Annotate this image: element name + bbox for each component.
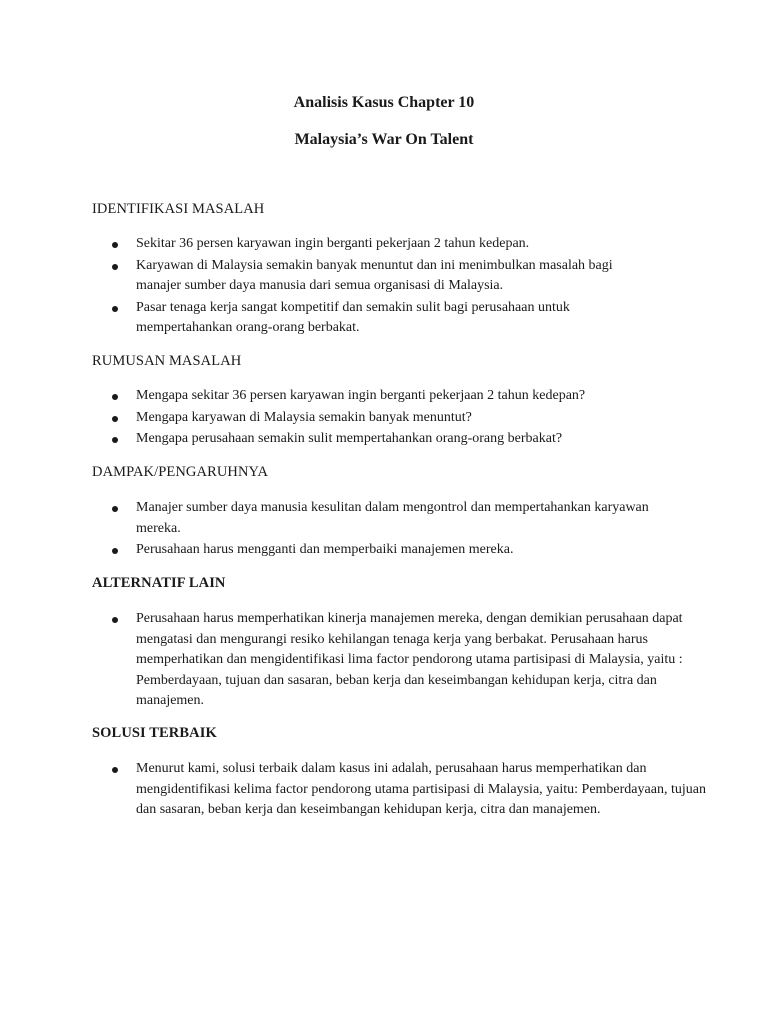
section-list-alternatif-lain bbox=[92, 609, 692, 713]
list-item-text: Perusahaan harus memperhatikan kinerja manajemen mereka, dengan demikian perusahaan dapat mengatasi dan mengurangi resiko kehilangan tenaga kerja yang berbakat. Perusahaan harus memperhatikan dan mengidentifikasi lima factor pendorong utama partisipasi di Malaysia, yaitu : Pemberdayaan, tujuan dan sasaran, beban kerja dan keseimbangan kehidupan kerja, citra dan manajemen. bbox=[136, 611, 683, 708]
list-item-text: Karyawan di Malaysia semakin banyak menuntut dan ini menimbulkan masalah bagi manajer sumber daya manusia dari semua organisasi di Malaysia. bbox=[136, 257, 613, 293]
list-item bbox=[92, 759, 711, 821]
bullet-icon bbox=[112, 506, 118, 512]
list-item-text: Mengapa perusahaan semakin sulit mempertahankan orang-orang berbakat? bbox=[136, 431, 563, 446]
bullet-icon bbox=[112, 617, 118, 623]
list-item-text: Manajer sumber daya manusia kesulitan dalam mengontrol dan mempertahankan karyawan mereka. bbox=[136, 500, 649, 536]
section-list-solusi-terbaik bbox=[92, 759, 706, 822]
list-item bbox=[92, 429, 696, 450]
bullet-icon bbox=[112, 416, 118, 422]
section-list-dampak bbox=[92, 498, 692, 562]
section-heading-solusi-terbaik: SOLUSI TERBAIK bbox=[92, 725, 217, 741]
list-item bbox=[92, 408, 696, 429]
section-list-identifikasi-masalah bbox=[92, 234, 692, 340]
section-heading-dampak: DAMPAK/PENGARUHNYA bbox=[92, 464, 269, 480]
section-list-rumusan-masalah bbox=[92, 386, 692, 451]
list-item bbox=[92, 609, 726, 712]
list-item-text: Perusahaan harus mengganti dan memperbaiki manajemen mereka. bbox=[136, 542, 514, 557]
list-item bbox=[92, 298, 656, 339]
bullet-icon bbox=[112, 767, 118, 773]
bullet-icon bbox=[112, 437, 118, 443]
list-item-text: Pasar tenaga kerja sangat kompetitif dan semakin sulit bagi perusahaan untuk mempertahankan orang-orang berbakat. bbox=[136, 299, 570, 335]
bullet-icon bbox=[112, 394, 118, 400]
list-item-text: Sekitar 36 persen karyawan ingin berganti pekerjaan 2 tahun kedepan. bbox=[136, 236, 530, 251]
list-item bbox=[92, 498, 676, 539]
list-item-text: Mengapa karyawan di Malaysia semakin banyak menuntut? bbox=[136, 409, 472, 425]
document-subtitle: Malaysia’s War On Talent bbox=[294, 131, 474, 148]
list-item bbox=[92, 234, 656, 255]
list-item bbox=[92, 256, 656, 297]
document-title: Analisis Kasus Chapter 10 bbox=[293, 94, 475, 111]
list-item-text: Mengapa sekitar 36 persen karyawan ingin berganti pekerjaan 2 tahun kedepan? bbox=[136, 388, 586, 403]
bullet-icon bbox=[112, 264, 118, 270]
list-item bbox=[92, 540, 676, 561]
section-heading-alternatif-lain: ALTERNATIF LAIN bbox=[92, 575, 226, 591]
list-item bbox=[92, 386, 696, 407]
bullet-icon bbox=[112, 242, 118, 248]
section-heading-identifikasi-masalah: IDENTIFIKASI MASALAH bbox=[92, 201, 265, 217]
bullet-icon bbox=[112, 548, 118, 554]
list-item-text: Menurut kami, solusi terbaik dalam kasus ini adalah, perusahaan harus memperhatikan dan mengidentifikasi kelima factor pendorong utama partisipasi di Malaysia, yaitu: Pemberdayaan, tujuan dan sasaran, beban kerja dan keseimbangan kehidupan kerja, citra dan manajemen. bbox=[136, 761, 706, 817]
section-heading-rumusan-masalah: RUMUSAN MASALAH bbox=[92, 353, 242, 369]
bullet-icon bbox=[112, 306, 118, 312]
